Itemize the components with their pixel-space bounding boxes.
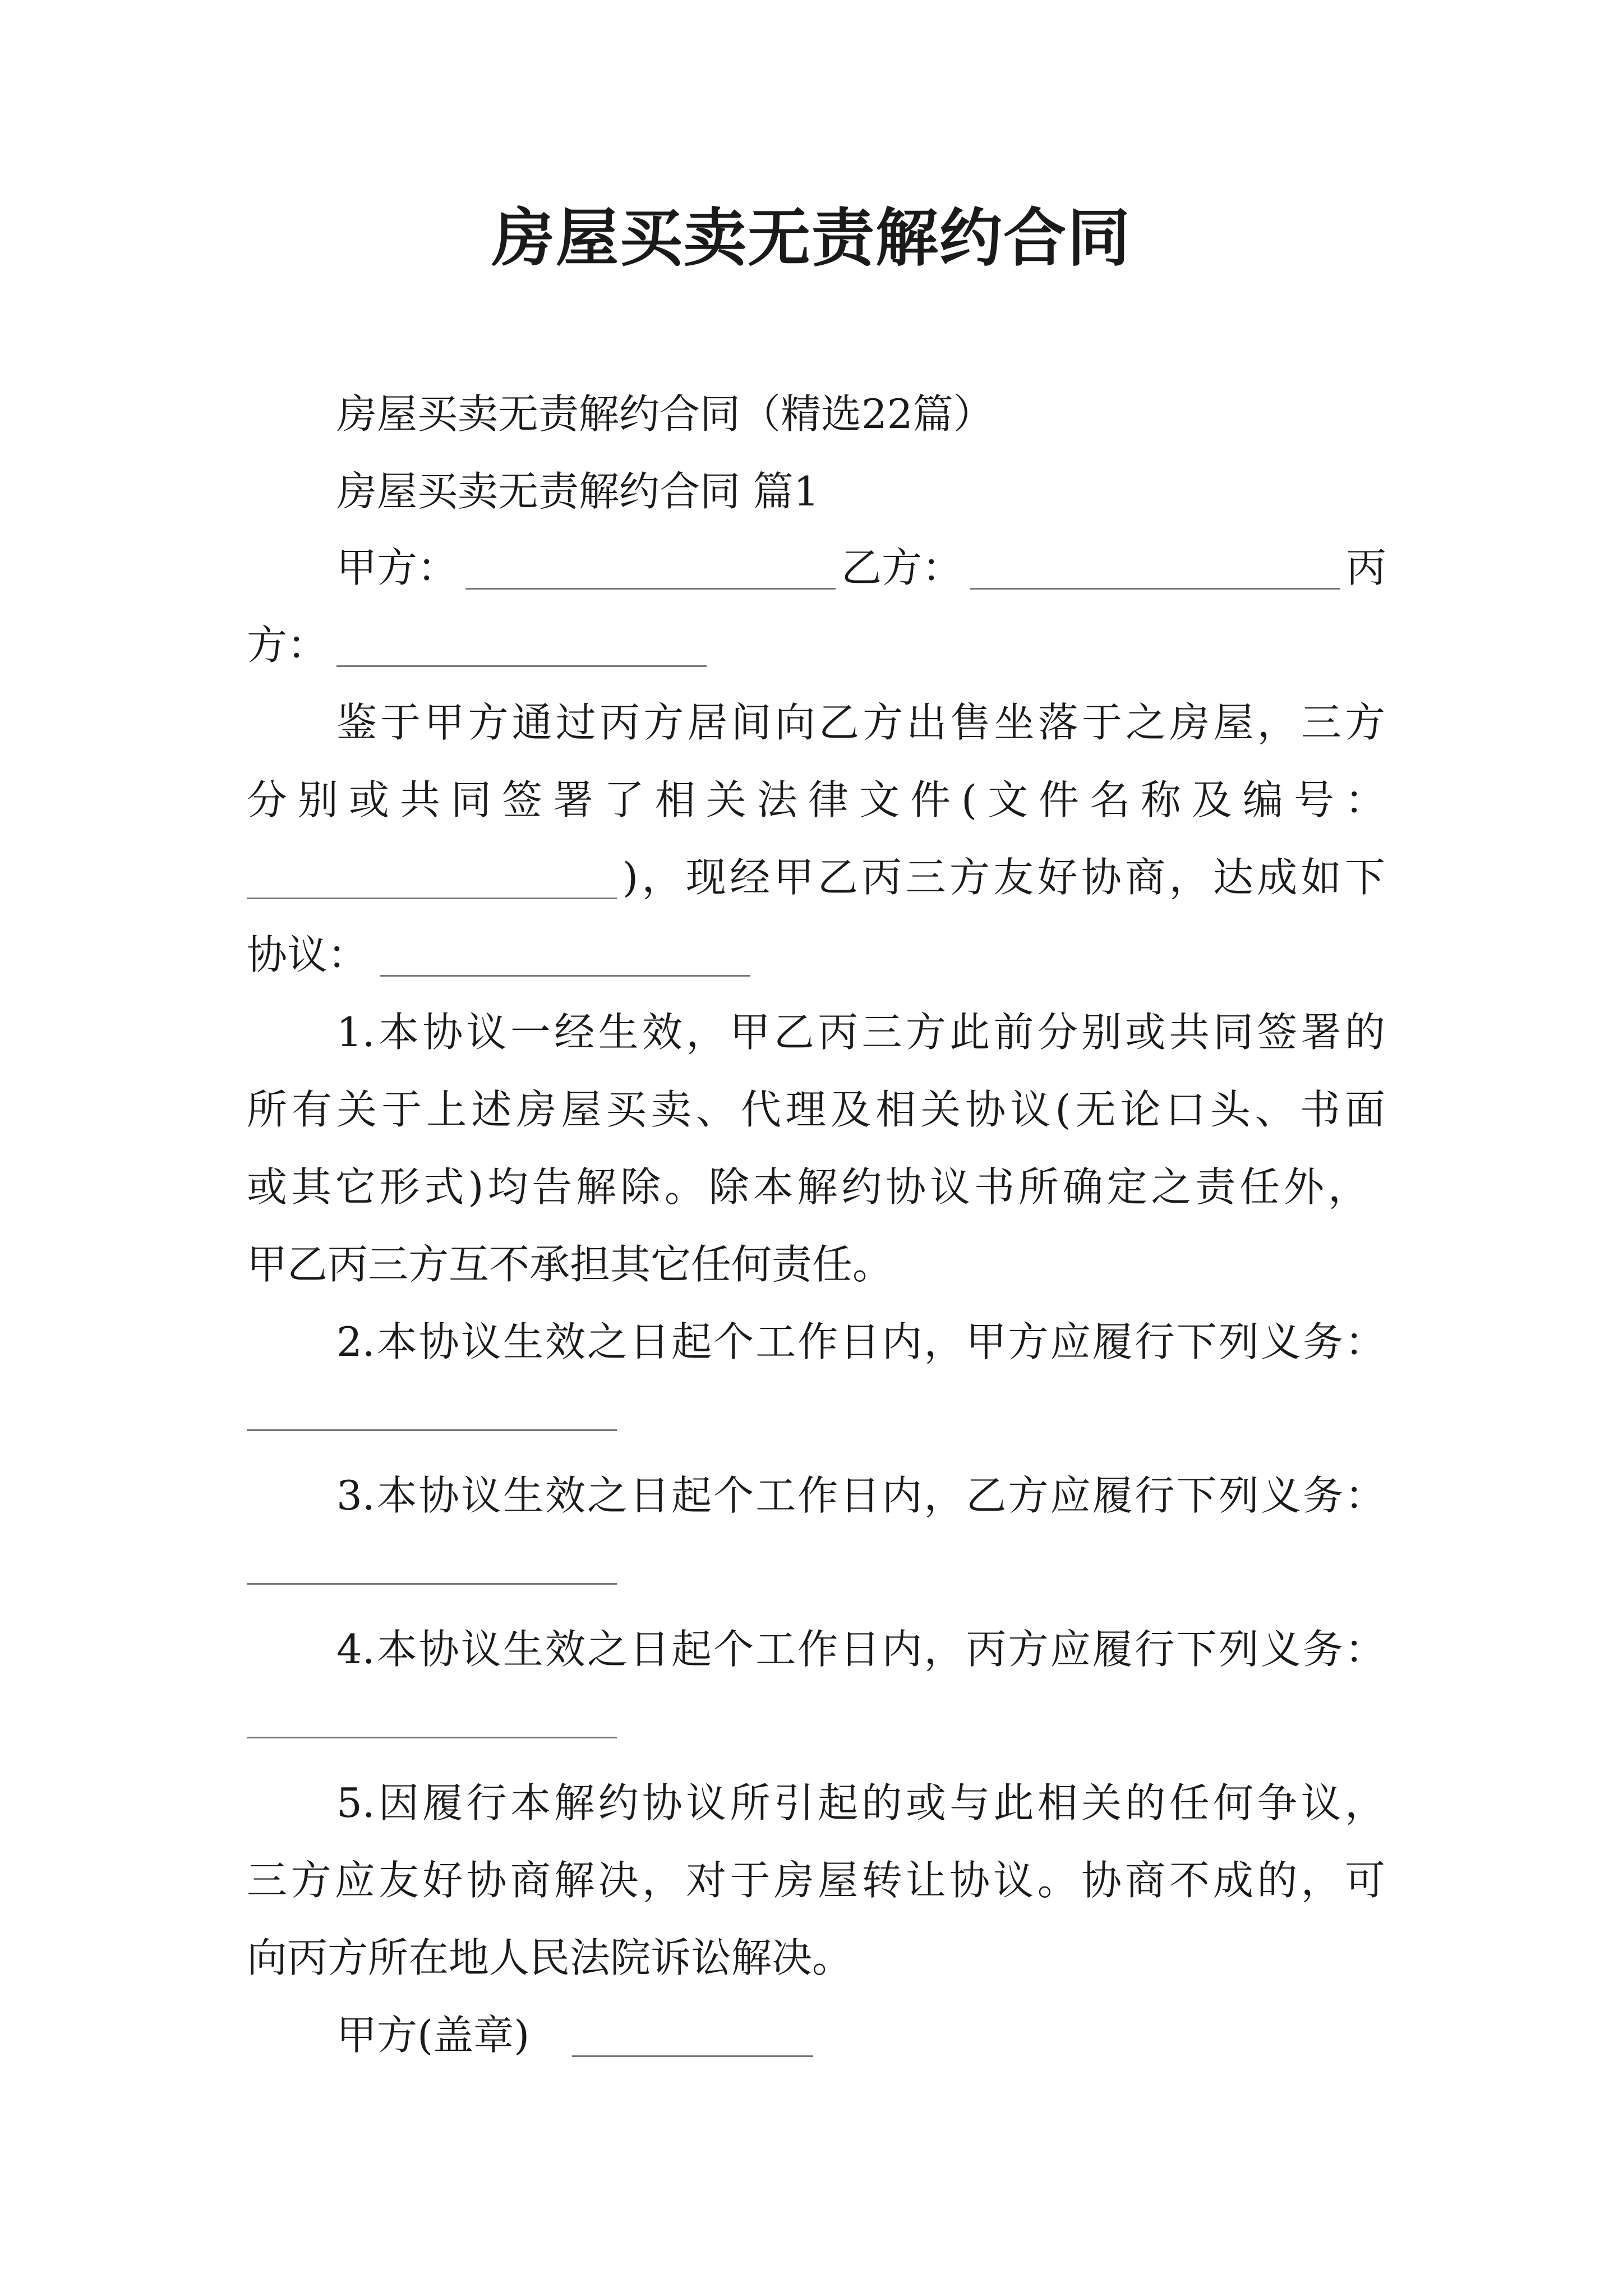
preamble-line-2: 分别或共同签署了相关法律文件(文件名称及编号： <box>247 776 1385 823</box>
document-title: 房屋买卖无责解约合同 <box>492 201 1131 275</box>
party-a-blank[interactable] <box>465 588 836 590</box>
clause-2: 2.本协议生效之日起个工作日内，甲方应履行下列义务： <box>336 1318 1385 1365</box>
party-a-label: 甲方： <box>336 544 458 591</box>
clause-2-blank[interactable] <box>247 1429 617 1431</box>
party-b-blank[interactable] <box>970 588 1340 590</box>
clause-5-line-1: 5.因履行本解约协议所引起的或与此相关的任何争议， <box>336 1779 1385 1826</box>
clause-5-line-2: 三方应友好协商解决，对于房屋转让协议。协商不成的，可 <box>247 1857 1385 1904</box>
preamble-line-3: )，现经甲乙丙三方友好协商，达成如下 <box>623 854 1385 901</box>
party-c-label-part1: 丙 <box>1346 544 1387 591</box>
party-c-blank[interactable] <box>336 665 707 667</box>
clause-1-line-3: 或其它形式)均告解除。除本解约协议书所确定之责任外， <box>247 1163 1368 1211</box>
clause-4: 4.本协议生效之日起个工作日内，丙方应履行下列义务： <box>336 1626 1385 1673</box>
clause-5-line-3: 向丙方所在地人民法院诉讼解决。 <box>247 1934 853 1981</box>
document-name-blank[interactable] <box>247 898 617 899</box>
party-c-label-part2: 方： <box>247 622 328 669</box>
party-a-seal-blank[interactable] <box>572 2055 813 2057</box>
clause-3-blank[interactable] <box>247 1583 617 1585</box>
clause-1-line-1: 1.本协议一经生效，甲乙丙三方此前分别或共同签署的 <box>336 1009 1385 1056</box>
preamble-line-1: 鉴于甲方通过丙方居间向乙方出售坐落于之房屋，三方 <box>336 699 1385 746</box>
document-subtitle: 房屋买卖无责解约合同（精选22篇） <box>336 390 994 438</box>
section-heading: 房屋买卖无责解约合同 篇1 <box>336 468 819 515</box>
clause-1-line-4: 甲乙丙三方互不承担其它任何责任。 <box>247 1241 893 1288</box>
agreement-blank[interactable] <box>380 975 750 977</box>
clause-1-line-2: 所有关于上述房屋买卖、代理及相关协议(无论口头、书面 <box>247 1086 1385 1133</box>
clause-4-blank[interactable] <box>247 1737 617 1738</box>
party-b-label: 乙方： <box>841 544 963 591</box>
clause-3: 3.本协议生效之日起个工作日内，乙方应履行下列义务： <box>336 1472 1385 1519</box>
party-a-seal-label: 甲方(盖章) <box>336 2012 530 2059</box>
preamble-line-4: 协议： <box>247 931 368 978</box>
